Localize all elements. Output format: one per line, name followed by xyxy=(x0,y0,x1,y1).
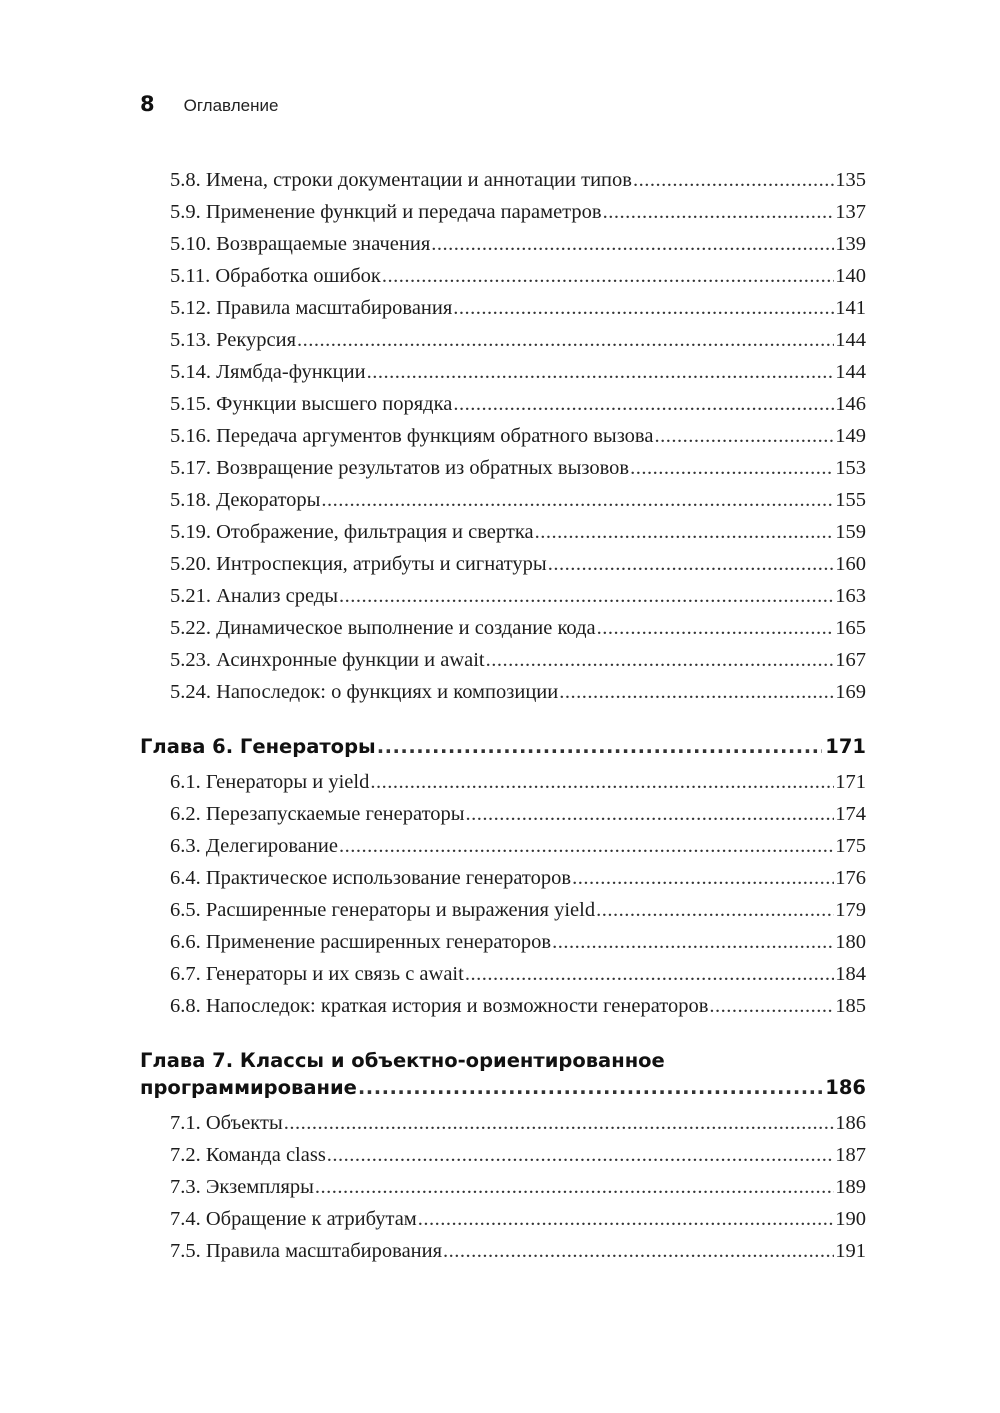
toc-entry-5-12[interactable] xyxy=(140,292,866,324)
toc-entry-5-18[interactable] xyxy=(140,484,866,516)
dot-leader xyxy=(382,260,834,292)
entry-label: 5.9. Применение функций и передача параметров xyxy=(170,201,602,223)
dot-leader xyxy=(418,1203,834,1235)
toc-entry-6-3[interactable] xyxy=(140,830,866,862)
dot-leader xyxy=(486,644,835,676)
toc-entry-5-16[interactable] xyxy=(140,420,866,452)
entry-label: 5.17. Возвращение результатов из обратных вызовов xyxy=(170,457,630,479)
toc-entry-5-14[interactable] xyxy=(140,356,866,388)
entry-page: 186 xyxy=(835,1112,866,1134)
toc-entry-6-5[interactable] xyxy=(140,894,866,926)
dot-leader xyxy=(535,516,835,548)
entry-page: 176 xyxy=(835,867,866,889)
entry-label: 5.20. Интроспекция, атрибуты и сигнатуры xyxy=(170,553,547,575)
entry-page: 135 xyxy=(835,169,866,191)
entry-page: 146 xyxy=(835,393,866,415)
entry-label: 5.21. Анализ среды xyxy=(170,585,338,607)
entry-label: 6.3. Делегирование xyxy=(170,835,338,857)
chapter-page: 171 xyxy=(825,735,866,758)
toc-entry-5-23[interactable] xyxy=(140,644,866,676)
dot-leader xyxy=(315,1171,834,1203)
entry-label: 5.8. Имена, строки документации и аннотации типов xyxy=(170,169,632,191)
dot-leader xyxy=(431,228,834,260)
entry-label: 5.18. Декораторы xyxy=(170,489,321,511)
dot-leader xyxy=(327,1139,834,1171)
entry-label: 5.24. Напоследок: о функциях и композиции xyxy=(170,681,559,703)
dot-leader xyxy=(284,1107,835,1139)
toc-entry-5-21[interactable] xyxy=(140,580,866,612)
entry-label: 7.5. Правила масштабирования xyxy=(170,1240,443,1262)
dot-leader xyxy=(377,733,823,760)
toc-entry-6-1[interactable] xyxy=(140,766,866,798)
dot-leader xyxy=(654,420,834,452)
entry-page: 144 xyxy=(835,329,866,351)
toc-entry-5-22[interactable] xyxy=(140,612,866,644)
entry-label: 7.2. Команда class xyxy=(170,1144,326,1166)
entry-label: 6.1. Генераторы и yield xyxy=(170,771,370,793)
dot-leader xyxy=(443,1235,834,1267)
chapter-7-entries xyxy=(140,1107,866,1267)
dot-leader xyxy=(358,1074,822,1101)
entry-page: 185 xyxy=(835,995,866,1017)
dot-leader xyxy=(370,766,834,798)
entry-page: 189 xyxy=(835,1176,866,1198)
toc-entry-5-10[interactable] xyxy=(140,228,866,260)
dot-leader xyxy=(453,292,834,324)
entry-label: 6.8. Напоследок: краткая история и возможности генераторов xyxy=(170,995,709,1017)
entry-page: 144 xyxy=(835,361,866,383)
dot-leader xyxy=(321,484,834,516)
entry-page: 174 xyxy=(835,803,866,825)
entry-label: 7.3. Экземпляры xyxy=(170,1176,314,1198)
entry-label: 5.16. Передача аргументов функциям обратного вызова xyxy=(170,425,654,447)
entry-label: 5.13. Рекурсия xyxy=(170,329,297,351)
entry-page: 153 xyxy=(835,457,866,479)
chapter-title: Глава 6. Генераторы xyxy=(140,735,376,758)
dot-leader xyxy=(548,548,835,580)
entry-page: 165 xyxy=(835,617,866,639)
toc-entry-5-8[interactable] xyxy=(140,164,866,196)
dot-leader xyxy=(339,830,834,862)
toc-entry-5-17[interactable] xyxy=(140,452,866,484)
entry-page: 169 xyxy=(835,681,866,703)
dot-leader xyxy=(596,894,834,926)
entry-label: 5.11. Обработка ошибок xyxy=(170,265,381,287)
entry-page: 163 xyxy=(835,585,866,607)
toc-entry-5-11[interactable] xyxy=(140,260,866,292)
toc-entry-7-3[interactable] xyxy=(140,1171,866,1203)
entry-page: 140 xyxy=(835,265,866,287)
entry-page: 167 xyxy=(835,649,866,671)
toc-entry-7-4[interactable] xyxy=(140,1203,866,1235)
toc-entry-7-5[interactable] xyxy=(140,1235,866,1267)
entry-label: 5.23. Асинхронные функции и await xyxy=(170,649,485,671)
entry-label: 6.2. Перезапускаемые генераторы xyxy=(170,803,465,825)
entry-label: 5.22. Динамическое выполнение и создание кода xyxy=(170,617,596,639)
dot-leader xyxy=(572,862,834,894)
entry-page: 191 xyxy=(835,1240,866,1262)
entry-label: 5.19. Отображение, фильтрация и свертка xyxy=(170,521,534,543)
toc-entry-6-8[interactable] xyxy=(140,990,866,1022)
entry-page: 171 xyxy=(835,771,866,793)
entry-label: 7.4. Обращение к атрибутам xyxy=(170,1208,417,1230)
dot-leader xyxy=(630,452,834,484)
entry-label: 5.15. Функции высшего порядка xyxy=(170,393,453,415)
dot-leader xyxy=(367,356,835,388)
chapter-title-line-1: Глава 7. Классы и объектно-ориентированное xyxy=(140,1049,665,1072)
entry-label: 6.6. Применение расширенных генераторов xyxy=(170,931,552,953)
toc-entry-6-6[interactable] xyxy=(140,926,866,958)
dot-leader xyxy=(603,196,835,228)
toc-entry-7-2[interactable] xyxy=(140,1139,866,1171)
toc-entry-5-13[interactable] xyxy=(140,324,866,356)
entry-label: 5.10. Возвращаемые значения xyxy=(170,233,431,255)
chapter-title-line-2: программирование xyxy=(140,1076,357,1099)
toc-entry-6-2[interactable] xyxy=(140,798,866,830)
entry-page: 141 xyxy=(835,297,866,319)
dot-leader xyxy=(552,926,834,958)
entry-label: 6.5. Расширенные генераторы и выражения yield xyxy=(170,899,596,921)
entry-page: 137 xyxy=(835,201,866,223)
entry-page: 184 xyxy=(835,963,866,985)
entry-label: 7.1. Объекты xyxy=(170,1112,283,1134)
entry-label: 5.14. Лямбда-функции xyxy=(170,361,366,383)
toc-entry-5-20[interactable] xyxy=(140,548,866,580)
toc-entry-5-24[interactable] xyxy=(140,676,866,708)
entry-page: 160 xyxy=(835,553,866,575)
dot-leader xyxy=(465,958,834,990)
running-header xyxy=(140,92,278,116)
toc-entry-5-15[interactable] xyxy=(140,388,866,420)
section-5-entries xyxy=(140,164,866,708)
entry-page: 175 xyxy=(835,835,866,857)
chapter-6-heading[interactable] xyxy=(140,733,866,760)
dot-leader xyxy=(297,324,834,356)
toc-entry-5-9[interactable] xyxy=(140,196,866,228)
dot-leader xyxy=(709,990,834,1022)
dot-leader xyxy=(633,164,834,196)
entry-page: 159 xyxy=(835,521,866,543)
toc-entry-6-4[interactable] xyxy=(140,862,866,894)
entry-page: 139 xyxy=(835,233,866,255)
dot-leader xyxy=(597,612,835,644)
dot-leader xyxy=(466,798,835,830)
entry-page: 190 xyxy=(835,1208,866,1230)
toc-entry-7-1[interactable] xyxy=(140,1107,866,1139)
entry-label: 6.7. Генераторы и их связь с await xyxy=(170,963,464,985)
toc-entry-6-7[interactable] xyxy=(140,958,866,990)
entry-page: 180 xyxy=(835,931,866,953)
chapter-6-title-line xyxy=(140,733,866,760)
table-of-contents xyxy=(140,164,866,1267)
entry-label: 5.12. Правила масштабирования xyxy=(170,297,453,319)
page-number: 8 xyxy=(140,92,155,116)
toc-entry-5-19[interactable] xyxy=(140,516,866,548)
chapter-6-entries xyxy=(140,766,866,1022)
chapter-page: 186 xyxy=(825,1076,866,1099)
entry-page: 179 xyxy=(835,899,866,921)
chapter-7-heading[interactable] xyxy=(140,1047,866,1101)
dot-leader xyxy=(453,388,834,420)
entry-page: 149 xyxy=(835,425,866,447)
chapter-7-title-line xyxy=(140,1074,866,1101)
running-title: Оглавление xyxy=(183,96,279,115)
entry-page: 155 xyxy=(835,489,866,511)
entry-page: 187 xyxy=(835,1144,866,1166)
dot-leader xyxy=(559,676,834,708)
dot-leader xyxy=(339,580,834,612)
entry-label: 6.4. Практическое использование генераторов xyxy=(170,867,572,889)
